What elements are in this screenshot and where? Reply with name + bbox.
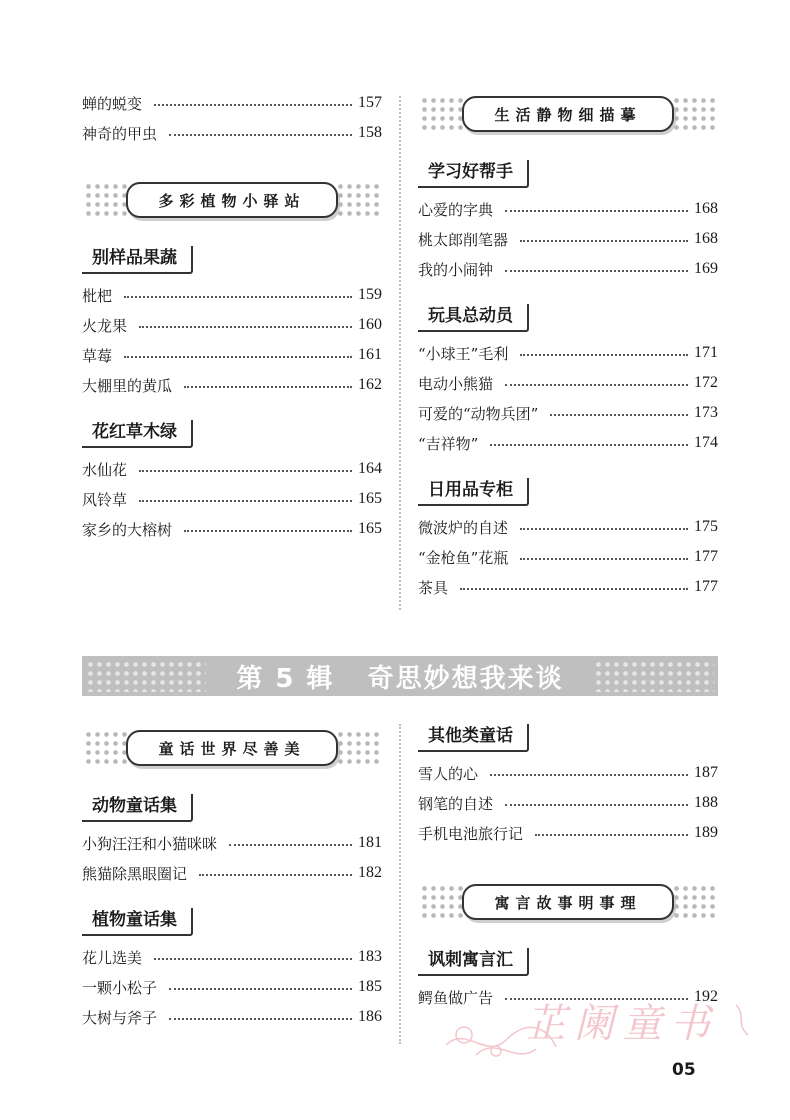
dot-pattern-decoration — [336, 182, 380, 216]
column-divider — [399, 96, 401, 610]
dot-pattern-decoration — [84, 730, 128, 764]
entry-title: 草莓 — [82, 346, 113, 365]
leader-dots — [520, 528, 688, 530]
leader-dots — [169, 988, 352, 990]
entry-page: 175 — [694, 518, 718, 535]
entry-page: 177 — [694, 548, 718, 565]
entry-title: 微波炉的自述 — [418, 518, 509, 537]
entry-title: 雪人的心 — [418, 764, 479, 783]
group-heading: 讽刺寓言汇 — [418, 948, 529, 976]
watermark-flourish — [476, 1048, 536, 1055]
entry-page: 162 — [358, 376, 382, 393]
toc-entry[interactable] — [82, 280, 382, 310]
toc-column-right-bottom — [418, 722, 718, 1012]
entry-page: 164 — [358, 460, 382, 477]
toc-entry[interactable] — [82, 1002, 382, 1032]
leader-dots — [550, 414, 688, 416]
entry-title: 手机电池旅行记 — [418, 824, 524, 843]
leader-dots — [490, 444, 688, 446]
toc-entry[interactable] — [418, 224, 718, 254]
toc-entry[interactable] — [82, 514, 382, 544]
entry-title: 大棚里的黄瓜 — [82, 376, 173, 395]
group-heading: 别样品果蔬 — [82, 246, 193, 274]
entry-title: 家乡的大榕树 — [82, 520, 173, 539]
toc-entry[interactable] — [418, 512, 718, 542]
toc-entry[interactable] — [82, 484, 382, 514]
leader-dots — [520, 558, 688, 560]
group-heading: 玩具总动员 — [418, 304, 529, 332]
entry-title: 大树与斧子 — [82, 1008, 158, 1027]
section-banner-label: 生活静物细描摹 — [462, 96, 674, 132]
toc-entry[interactable] — [418, 572, 718, 602]
leader-dots — [490, 774, 688, 776]
entry-page: 158 — [358, 124, 382, 141]
entry-title: 一颗小松子 — [82, 978, 158, 997]
dot-pattern-decoration — [672, 884, 716, 918]
entry-title: “小球王”毛利 — [418, 344, 509, 363]
section-banner-label: 寓言故事明事理 — [462, 884, 674, 920]
leader-dots — [124, 356, 352, 358]
leader-dots — [139, 326, 352, 328]
dot-pattern-decoration — [672, 96, 716, 130]
toc-entry[interactable] — [418, 194, 718, 224]
leader-dots — [169, 134, 352, 136]
toc-entry[interactable] — [418, 818, 718, 848]
entry-page: 165 — [358, 520, 382, 537]
column-divider — [399, 724, 401, 1044]
leader-dots — [505, 210, 688, 212]
entry-page: 173 — [694, 404, 718, 421]
leader-dots — [169, 1018, 352, 1020]
toc-entry[interactable] — [82, 942, 382, 972]
entry-page: 172 — [694, 374, 718, 391]
entry-title: 钢笔的自述 — [418, 794, 494, 813]
group-heading: 花红草木绿 — [82, 420, 193, 448]
entry-title: 桃太郎削笔器 — [418, 230, 509, 249]
toc-entry[interactable] — [82, 118, 382, 148]
group-heading: 其他类童话 — [418, 724, 529, 752]
leader-dots — [184, 386, 352, 388]
entry-page: 188 — [694, 794, 718, 811]
section-banner-label: 童话世界尽善美 — [126, 730, 338, 766]
entry-page: 160 — [358, 316, 382, 333]
toc-entry[interactable] — [418, 428, 718, 458]
entry-title: 神奇的甲虫 — [82, 124, 158, 143]
entry-title: 火龙果 — [82, 316, 128, 335]
toc-entry[interactable] — [82, 828, 382, 858]
entry-title: 心爱的字典 — [418, 200, 494, 219]
page-number: 05 — [672, 1060, 696, 1080]
entry-page: 182 — [358, 864, 382, 881]
leader-dots — [460, 588, 688, 590]
entry-page: 186 — [358, 1008, 382, 1025]
entry-title: 花儿选美 — [82, 948, 143, 967]
entry-page: 168 — [694, 200, 718, 217]
chapter-title: 第 5 辑 奇思妙想我来谈 — [236, 663, 564, 694]
group-heading: 植物童话集 — [82, 908, 193, 936]
entry-page: 159 — [358, 286, 382, 303]
leader-dots — [184, 530, 352, 532]
toc-column-left-bottom — [82, 722, 382, 1032]
group-heading: 日用品专柜 — [418, 478, 529, 506]
entry-title: 风铃草 — [82, 490, 128, 509]
entry-page: 157 — [358, 94, 382, 111]
dot-pattern-decoration — [336, 730, 380, 764]
entry-page: 183 — [358, 948, 382, 965]
dot-pattern-decoration — [84, 182, 128, 216]
leader-dots — [520, 240, 688, 242]
leader-dots — [124, 296, 352, 298]
entry-page: 189 — [694, 824, 718, 841]
toc-entry[interactable] — [82, 310, 382, 340]
toc-entry[interactable] — [82, 454, 382, 484]
entry-page: 181 — [358, 834, 382, 851]
leader-dots — [505, 804, 688, 806]
toc-entry[interactable] — [418, 398, 718, 428]
entry-page: 174 — [694, 434, 718, 451]
chapter-header-bar — [82, 656, 718, 696]
entry-page: 165 — [358, 490, 382, 507]
dot-pattern-decoration — [420, 96, 464, 130]
entry-title: 熊猫除黑眼圈记 — [82, 864, 188, 883]
toc-entry[interactable] — [82, 972, 382, 1002]
toc-entry[interactable] — [418, 254, 718, 284]
toc-entry[interactable] — [418, 368, 718, 398]
toc-entry[interactable] — [82, 370, 382, 400]
leader-dots — [505, 270, 688, 272]
leader-dots — [139, 500, 352, 502]
watermark-text: 芷阑童书 — [526, 1001, 718, 1047]
entry-title: “金枪鱼”花瓶 — [418, 548, 509, 567]
toc-entry[interactable] — [82, 858, 382, 888]
watermark-flourish — [736, 1005, 748, 1035]
group-heading: 学习好帮手 — [418, 160, 529, 188]
section-banner — [82, 722, 382, 774]
watermark-flourish — [456, 1027, 472, 1043]
leader-dots — [139, 470, 352, 472]
entry-page: 187 — [694, 764, 718, 781]
entry-title: 蝉的蜕变 — [82, 94, 143, 113]
leader-dots — [229, 844, 352, 846]
publisher-watermark — [436, 985, 756, 1065]
dot-pattern-decoration — [420, 884, 464, 918]
entry-page: 177 — [694, 578, 718, 595]
entry-title: 鳄鱼做广告 — [418, 988, 494, 1007]
leader-dots — [199, 874, 352, 876]
leader-dots — [154, 958, 352, 960]
entry-page: 185 — [358, 978, 382, 995]
entry-page: 168 — [694, 230, 718, 247]
leader-dots — [520, 354, 688, 356]
leader-dots — [535, 834, 688, 836]
entry-title: 枇杷 — [82, 286, 113, 305]
toc-column-left-top — [82, 88, 382, 544]
entry-page: 171 — [694, 344, 718, 361]
toc-entry[interactable] — [418, 758, 718, 788]
entry-title: 电动小熊猫 — [418, 374, 494, 393]
entry-title: 水仙花 — [82, 460, 128, 479]
leader-dots — [505, 384, 688, 386]
entry-title: 可爱的“动物兵团” — [418, 404, 539, 423]
group-heading: 动物童话集 — [82, 794, 193, 822]
section-banner — [418, 876, 718, 928]
toc-entry[interactable] — [82, 340, 382, 370]
entry-page: 192 — [694, 988, 718, 1005]
entry-title: “吉祥物” — [418, 434, 479, 453]
toc-entry[interactable] — [418, 542, 718, 572]
section-banner — [418, 88, 718, 140]
entry-title: 小狗汪汪和小猫咪咪 — [82, 834, 218, 853]
toc-column-right-top — [418, 88, 718, 602]
section-banner-label: 多彩植物小驿站 — [126, 182, 338, 218]
toc-entry[interactable] — [418, 788, 718, 818]
toc-entry-list — [82, 88, 382, 148]
leader-dots — [154, 104, 352, 106]
toc-entry[interactable] — [418, 338, 718, 368]
entry-title: 我的小闹钟 — [418, 260, 494, 279]
entry-page: 161 — [358, 346, 382, 363]
toc-entry[interactable] — [82, 88, 382, 118]
entry-title: 茶具 — [418, 578, 449, 597]
entry-page: 169 — [694, 260, 718, 277]
section-banner — [82, 174, 382, 226]
